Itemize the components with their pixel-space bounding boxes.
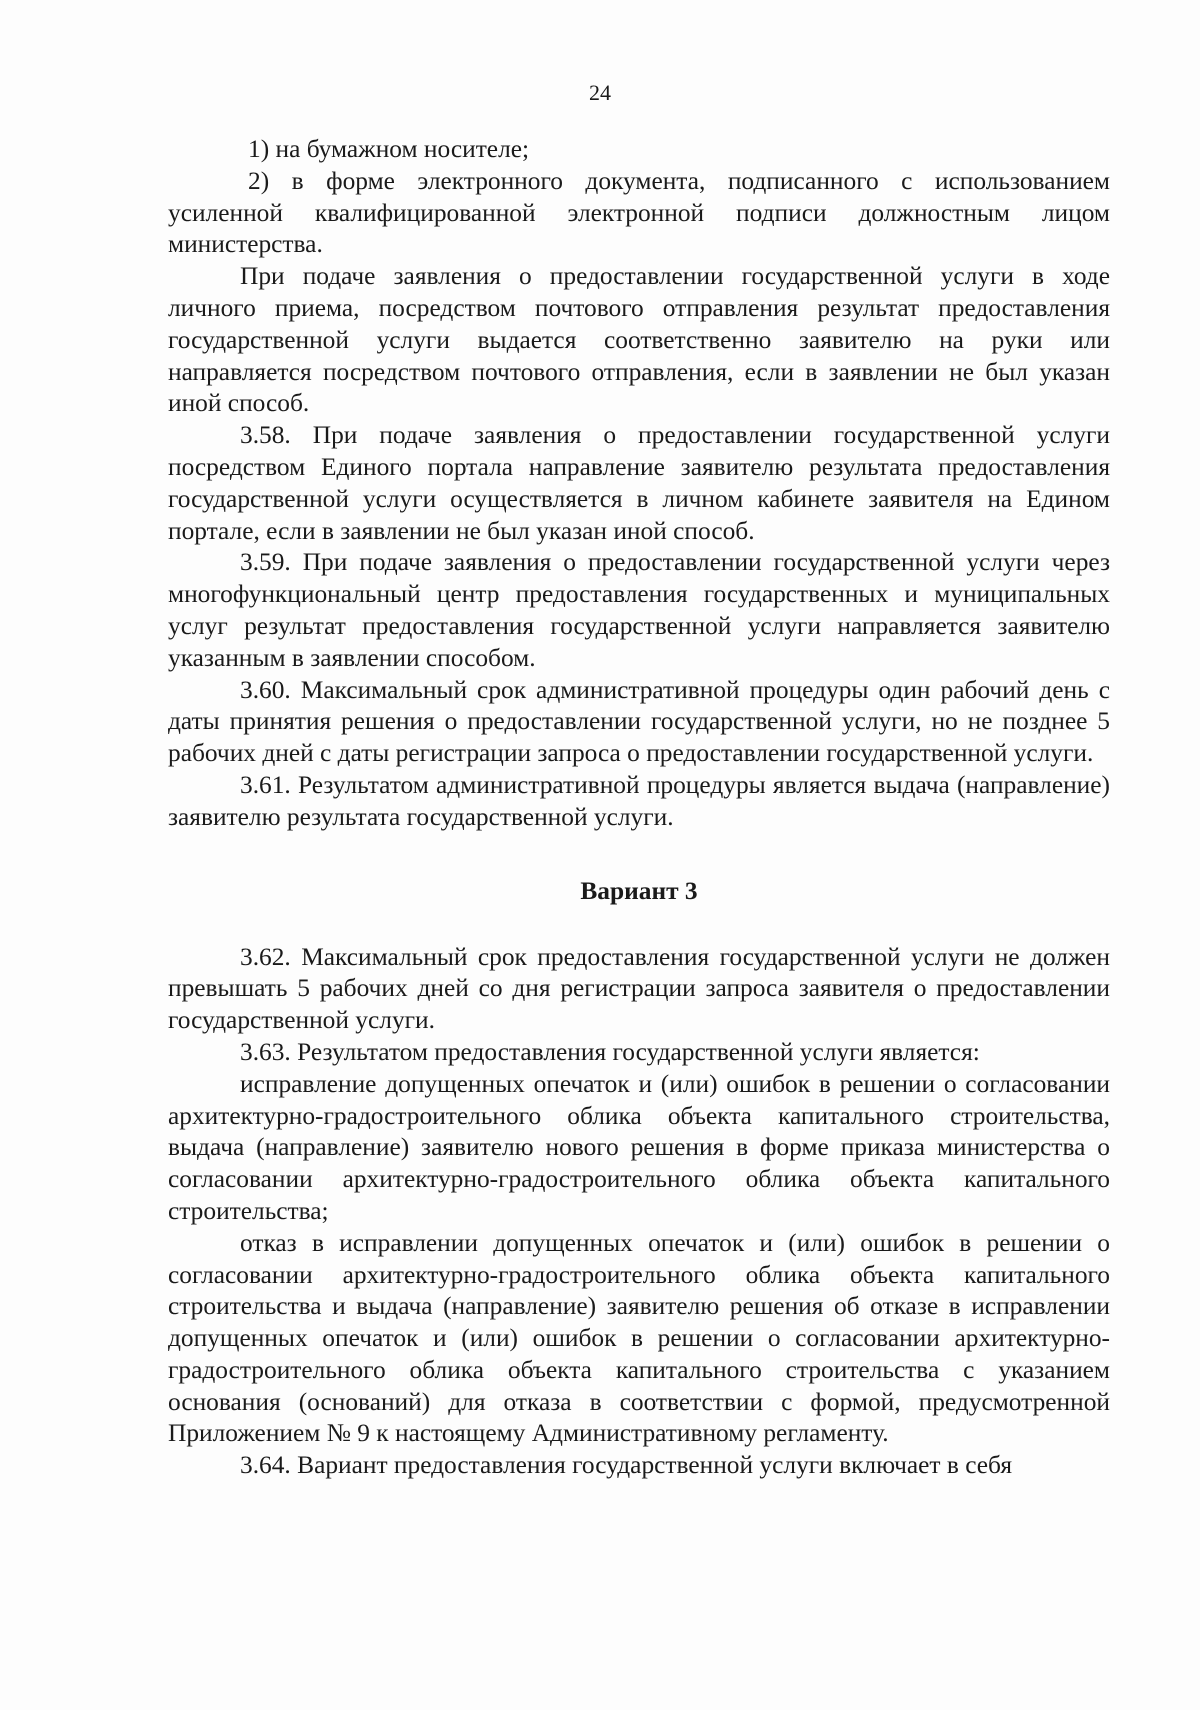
paragraph-3-62: 3.62. Максимальный срок предоставления государственной услуги не должен превышать 5 рабочих дней со дня регистрации запроса заявителя о предоставлении государственной услуги. <box>168 942 1110 1035</box>
section-heading: Вариант 3 <box>580 876 698 905</box>
paragraph-3-63: 3.63. Результатом предоставления государственной услуги является: <box>240 1037 980 1066</box>
paragraph-3-58: 3.58. При подаче заявления о предоставлении государственной услуги посредством Единого портала направление заявителю результата предоставления государственной услуги осуществляется в личном кабинете заявителя на Едином портале, если в заявлении не был указан иной способ. <box>168 421 1110 545</box>
paragraph-personal-reception: При подаче заявления о предоставлении государственной услуги в ходе личного приема, посредством почтового отправления результат предоставления государственной услуги выдается соответственно заявителю на руки или направляется посредством почтового отправления, если в заявлении не был указан иной способ. <box>168 262 1110 418</box>
paragraph-3-60: 3.60. Максимальный срок административной процедуры один рабочий день с даты принятия решения о предоставлении государственной услуги, но не позднее 5 рабочих дней с даты регистрации запроса о предоставлении государственной услуги. <box>168 675 1110 768</box>
paragraph-result-refusal: отказ в исправлении допущенных опечаток и (или) ошибок в решении о согласовании архитектурно-градостроительного облика объекта капитального строительства и выдача (направление) заявителю решения об отказе в исправлении допущенных опечаток и (или) ошибок в решении о согласовании архитектурно-градостроительного облика объекта капитального строительства с указанием основания (оснований) для отказа в соответствии с формой, предусмотренной Приложением № 9 к настоящему Административному регламенту. <box>168 1228 1110 1448</box>
page-number: 24 <box>589 80 611 105</box>
paragraph-3-64: 3.64. Вариант предоставления государственной услуги включает в себя <box>240 1451 1013 1480</box>
paragraph-result-correction: исправление допущенных опечаток и (или) ошибок в решении о согласовании архитектурно-градостроительного облика объекта капитального строительства, выдача (направление) заявителю нового решения в форме приказа министерства о согласовании архитектурно-градостроительного облика объекта капитального строительства; <box>168 1069 1110 1225</box>
document-body <box>168 134 1110 1482</box>
paragraph-list-item-2: 2) в форме электронного документа, подписанного с использованием усиленной квалифицированной электронной подписи должностным лицом министерства. <box>168 166 1110 259</box>
section-heading-block <box>168 866 1110 916</box>
paragraph-3-61: 3.61. Результатом административной процедуры является выдача (направление) заявителю результата государственной услуги. <box>168 770 1110 831</box>
paragraph-3-59: 3.59. При подаче заявления о предоставлении государственной услуги через многофункциональный центр предоставления государственных и муниципальных услуг результат предоставления государственной услуги направляется заявителю указанным в заявлении способом. <box>168 548 1110 672</box>
paragraph-list-item-1: 1) на бумажном носителе; <box>248 135 530 163</box>
